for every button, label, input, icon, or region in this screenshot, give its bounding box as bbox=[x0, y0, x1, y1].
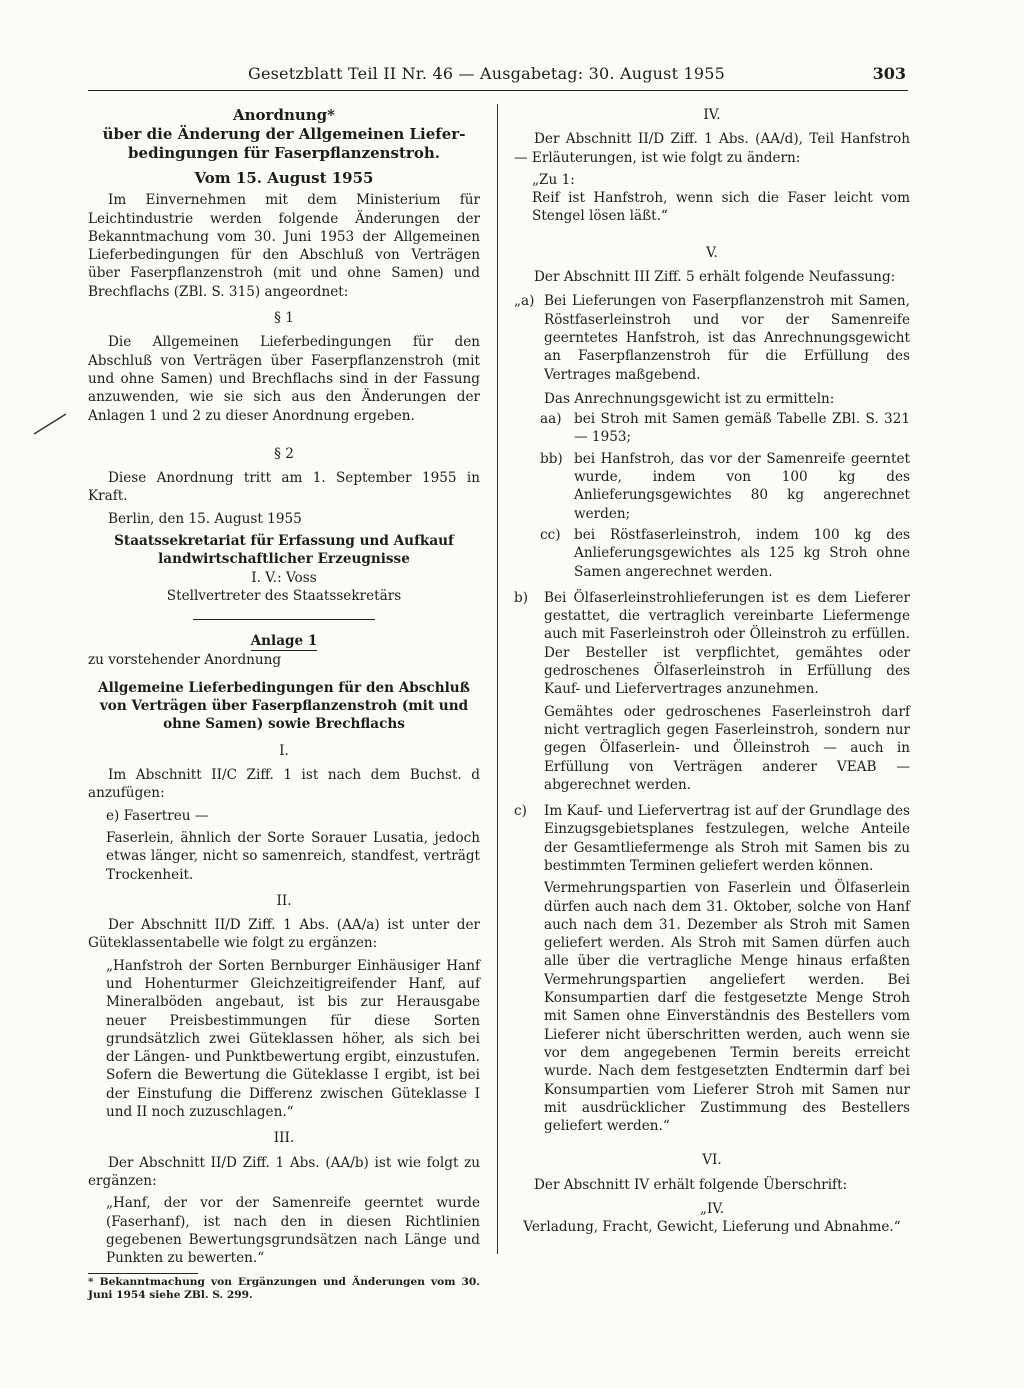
annex-title: Anlage 1 bbox=[250, 633, 318, 650]
item-b-text-2: Gemähtes oder gedroschenes Faserleinstroh darf nicht vertraglich gegen Faserleinstroh, sondern nur gegen Ölfaserlein- und Ölleinstroh — auch in Erfüllung von Verträgen anderer VEAB — abgerechnet werden. bbox=[544, 703, 910, 793]
right-column bbox=[514, 106, 910, 1237]
ordinance-title-2: über die Änderung der Allgemeinen Liefer- bbox=[102, 125, 466, 143]
section-VI-heading: VI. bbox=[702, 1152, 722, 1169]
footnote: * Bekanntmachung von Ergänzungen und Änderungen vom 30. Juni 1954 siehe ZBl. S. 299. bbox=[88, 1276, 480, 1302]
column-divider bbox=[497, 104, 498, 1254]
section-II-heading: II. bbox=[276, 892, 292, 909]
item-a-text: Bei Lieferungen von Faserpflanzenstroh mit Samen, Röstfaserleinstroh und vor der Samenreife geerntetes Hanfstroh, ist das Anrechnungsgewicht an Faserpflanzenstroh für die Erfüllung des Vertrages maßgebend. bbox=[544, 293, 910, 383]
item-cc-text: bei Röstfaserleinstroh, indem 100 kg des Anlieferungsgewichtes als 125 kg Stroh ohne Samen angerechnet werden. bbox=[574, 526, 910, 580]
page-header bbox=[88, 62, 908, 91]
section-I-item: e) Fasertreu — bbox=[106, 807, 209, 824]
section-1-heading: § 1 bbox=[274, 310, 294, 327]
item-cc-label: cc) bbox=[540, 526, 561, 543]
separator-rule bbox=[193, 619, 375, 620]
item-aa-text: bei Stroh mit Samen gemäß Tabelle ZBl. S. 321 — 1953; bbox=[574, 411, 910, 446]
item-c bbox=[514, 802, 910, 875]
item-aa bbox=[540, 410, 910, 447]
section-VI-quote-2: Verladung, Fracht, Gewicht, Lieferung und Abnahme.“ bbox=[523, 1219, 901, 1236]
item-cc bbox=[540, 526, 910, 581]
section-I-text: Im Abschnitt II/C Ziff. 1 ist nach dem Buchst. d anzufügen: bbox=[88, 767, 480, 802]
section-III-quote: „Hanf, der vor der Samenreife geerntet wurde (Faserhanf), ist nach den in diesen Richtlinien gegebenen Bewertungsgrundsätzen nach Länge und Punkten zu bewerten.“ bbox=[106, 1195, 480, 1267]
section-IV-quote-1: „Zu 1: bbox=[532, 171, 575, 188]
item-b-text: Bei Ölfaserleinstrohlieferungen ist es dem Lieferer gestattet, die vertraglich vereinbarte Liefermenge auch mit Faserleinstroh oder Ölleinstroh zu erfüllen. Der Besteller ist verpflichtet, gemähtes oder gedroschenes Ölfaserleinstroh in Erfüllung des Kauf- und Liefervertrages anzunehmen. bbox=[544, 589, 910, 698]
item-b-label: b) bbox=[514, 589, 529, 606]
item-bb bbox=[540, 450, 910, 523]
ordinance-title-3: bedingungen für Faserpflanzenstroh. bbox=[128, 144, 440, 162]
margin-pencil-mark bbox=[30, 410, 70, 436]
section-I-description: Faserlein, ähnlich der Sorte Sorauer Lusatia, jedoch etwas länger, nicht so samenreich, standfest, verträgt Trockenheit. bbox=[106, 829, 480, 883]
footnote-rule bbox=[88, 1273, 198, 1274]
annex-subtitle: zu vorstehender Anordnung bbox=[88, 651, 282, 668]
section-VI-text: Der Abschnitt IV erhält folgende Überschrift: bbox=[534, 1176, 848, 1193]
section-V-heading: V. bbox=[706, 244, 718, 261]
left-column bbox=[88, 106, 480, 1302]
header-title: Gesetzblatt Teil II Nr. 46 — Ausgabetag: 30. August 1955 bbox=[248, 64, 726, 83]
authority-line-1: Staatssekretariat für Erfassung und Aufkauf bbox=[114, 533, 454, 550]
section-1-text: Die Allgemeinen Lieferbedingungen für den Abschluß von Verträgen über Faserpflanzenstroh (mit und ohne Samen) und Brechflachs sind in der Fassung anzuwenden, wie sie sich aus den Änderungen der Anlagen 1 und 2 zu dieser Anordnung ergeben. bbox=[88, 334, 480, 424]
item-c-text-2: Vermehrungspartien von Faserlein und Ölfaserlein dürfen auch nach dem 31. Oktober, solche von Hanf auch nach dem 31. Dezember als Stroh mit Samen geliefert werden. Als Stroh mit Samen dürfen auch alle über die vertragliche Menge hinaus erfaßten Vermehrungspartien angeliefert werden. Bei Konsumpartien darf die festgesetzte Menge Stroh mit Samen ohne Einverständnis des Bestellers vom Lieferer nicht überschritten werden, auch wenn sie vor dem angegebenen Termin bereits erreicht wurde. Nach dem festgesetzten Endtermin darf bei Konsumpartien vom Lieferer Stroh mit Samen nur mit ausdrücklicher Zustimmung des Bestellers geliefert werden.“ bbox=[544, 880, 910, 1135]
item-a-label: „a) bbox=[514, 293, 535, 310]
item-c-text: Im Kauf- und Liefervertrag ist auf der Grundlage des Einzugsgebietsplanes festzulegen, welche Anteile der Gesamtliefermenge als Stroh mit Samen bis zu bestimmten Terminen geliefert werden können. bbox=[544, 803, 910, 874]
item-a-sub: Das Anrechnungsgewicht ist zu ermitteln: bbox=[544, 390, 835, 407]
item-a bbox=[514, 292, 910, 383]
signer-name: I. V.: Voss bbox=[251, 569, 317, 586]
page-number: 303 bbox=[872, 64, 906, 83]
section-VI-quote-1: „IV. bbox=[699, 1201, 725, 1218]
item-bb-text: bei Hanfstroh, das vor der Samenreife geerntet wurde, indem von 100 kg des Anlieferungsgewichtes 80 kg angerechnet werden; bbox=[574, 450, 910, 522]
section-V-text: Der Abschnitt III Ziff. 5 erhält folgende Neufassung: bbox=[534, 269, 896, 286]
section-2-heading: § 2 bbox=[274, 445, 294, 462]
item-bb-label: bb) bbox=[540, 450, 563, 467]
item-b bbox=[514, 589, 910, 699]
section-II-quote: „Hanfstroh der Sorten Bernburger Einhäusiger Hanf und Hohenturmer Gleichzeitigreifender Hanf, auf Mineralböden angebaut, ist bis zur Herausgabe neuer Preisbestimmungen für diese Sorten grundsätzlich zwei Güteklassen höher, als sich bei der Längen- und Punktbewertung ergibt, einzustufen. Sofern die Bewertung die Güteklasse I ergibt, ist bei der Einstufung die Differenz zwischen Güteklasse I und II noch zuzuschlagen.“ bbox=[106, 957, 480, 1121]
signer-role: Stellvertreter des Staatssekretärs bbox=[166, 587, 402, 604]
section-2-text: Diese Anordnung tritt am 1. September 1955 in Kraft. bbox=[88, 470, 480, 505]
section-IV-quote-2: Reif ist Hanfstroh, wenn sich die Faser leicht vom Stengel lösen läßt.“ bbox=[532, 190, 910, 225]
section-III-text: Der Abschnitt II/D Ziff. 1 Abs. (AA/b) ist wie folgt zu ergänzen: bbox=[88, 1154, 480, 1189]
authority-line-2: landwirtschaftlicher Erzeugnisse bbox=[158, 551, 410, 568]
annex-heading: Allgemeine Lieferbedingungen für den Abschluß von Verträgen über Faserpflanzenstroh (mit und ohne Samen) sowie Brechflachs bbox=[98, 679, 470, 733]
place-date: Berlin, den 15. August 1955 bbox=[108, 510, 302, 527]
section-I-heading: I. bbox=[279, 742, 289, 759]
item-aa-label: aa) bbox=[540, 411, 562, 428]
section-IV-text: Der Abschnitt II/D Ziff. 1 Abs. (AA/d), Teil Hanfstroh — Erläuterungen, ist wie folgt zu ändern: bbox=[514, 131, 910, 166]
ordinance-title-1: Anordnung* bbox=[233, 106, 335, 124]
section-III-heading: III. bbox=[273, 1130, 295, 1147]
section-II-text: Der Abschnitt II/D Ziff. 1 Abs. (AA/a) ist unter der Güteklassentabelle wie folgt zu ergänzen: bbox=[88, 917, 480, 952]
item-c-label: c) bbox=[514, 803, 527, 820]
ordinance-date: Vom 15. August 1955 bbox=[194, 169, 374, 187]
ordinance-intro: Im Einvernehmen mit dem Ministerium für Leichtindustrie werden folgende Änderungen der Bekanntmachung vom 30. Juni 1953 der Allgemeinen Lieferbedingungen für den Abschluß von Verträgen über Faserpflanzenstroh (mit und ohne Samen) und Brechflachs (ZBl. S. 315) angeordnet: bbox=[88, 192, 480, 300]
section-IV-heading: IV. bbox=[703, 107, 721, 123]
